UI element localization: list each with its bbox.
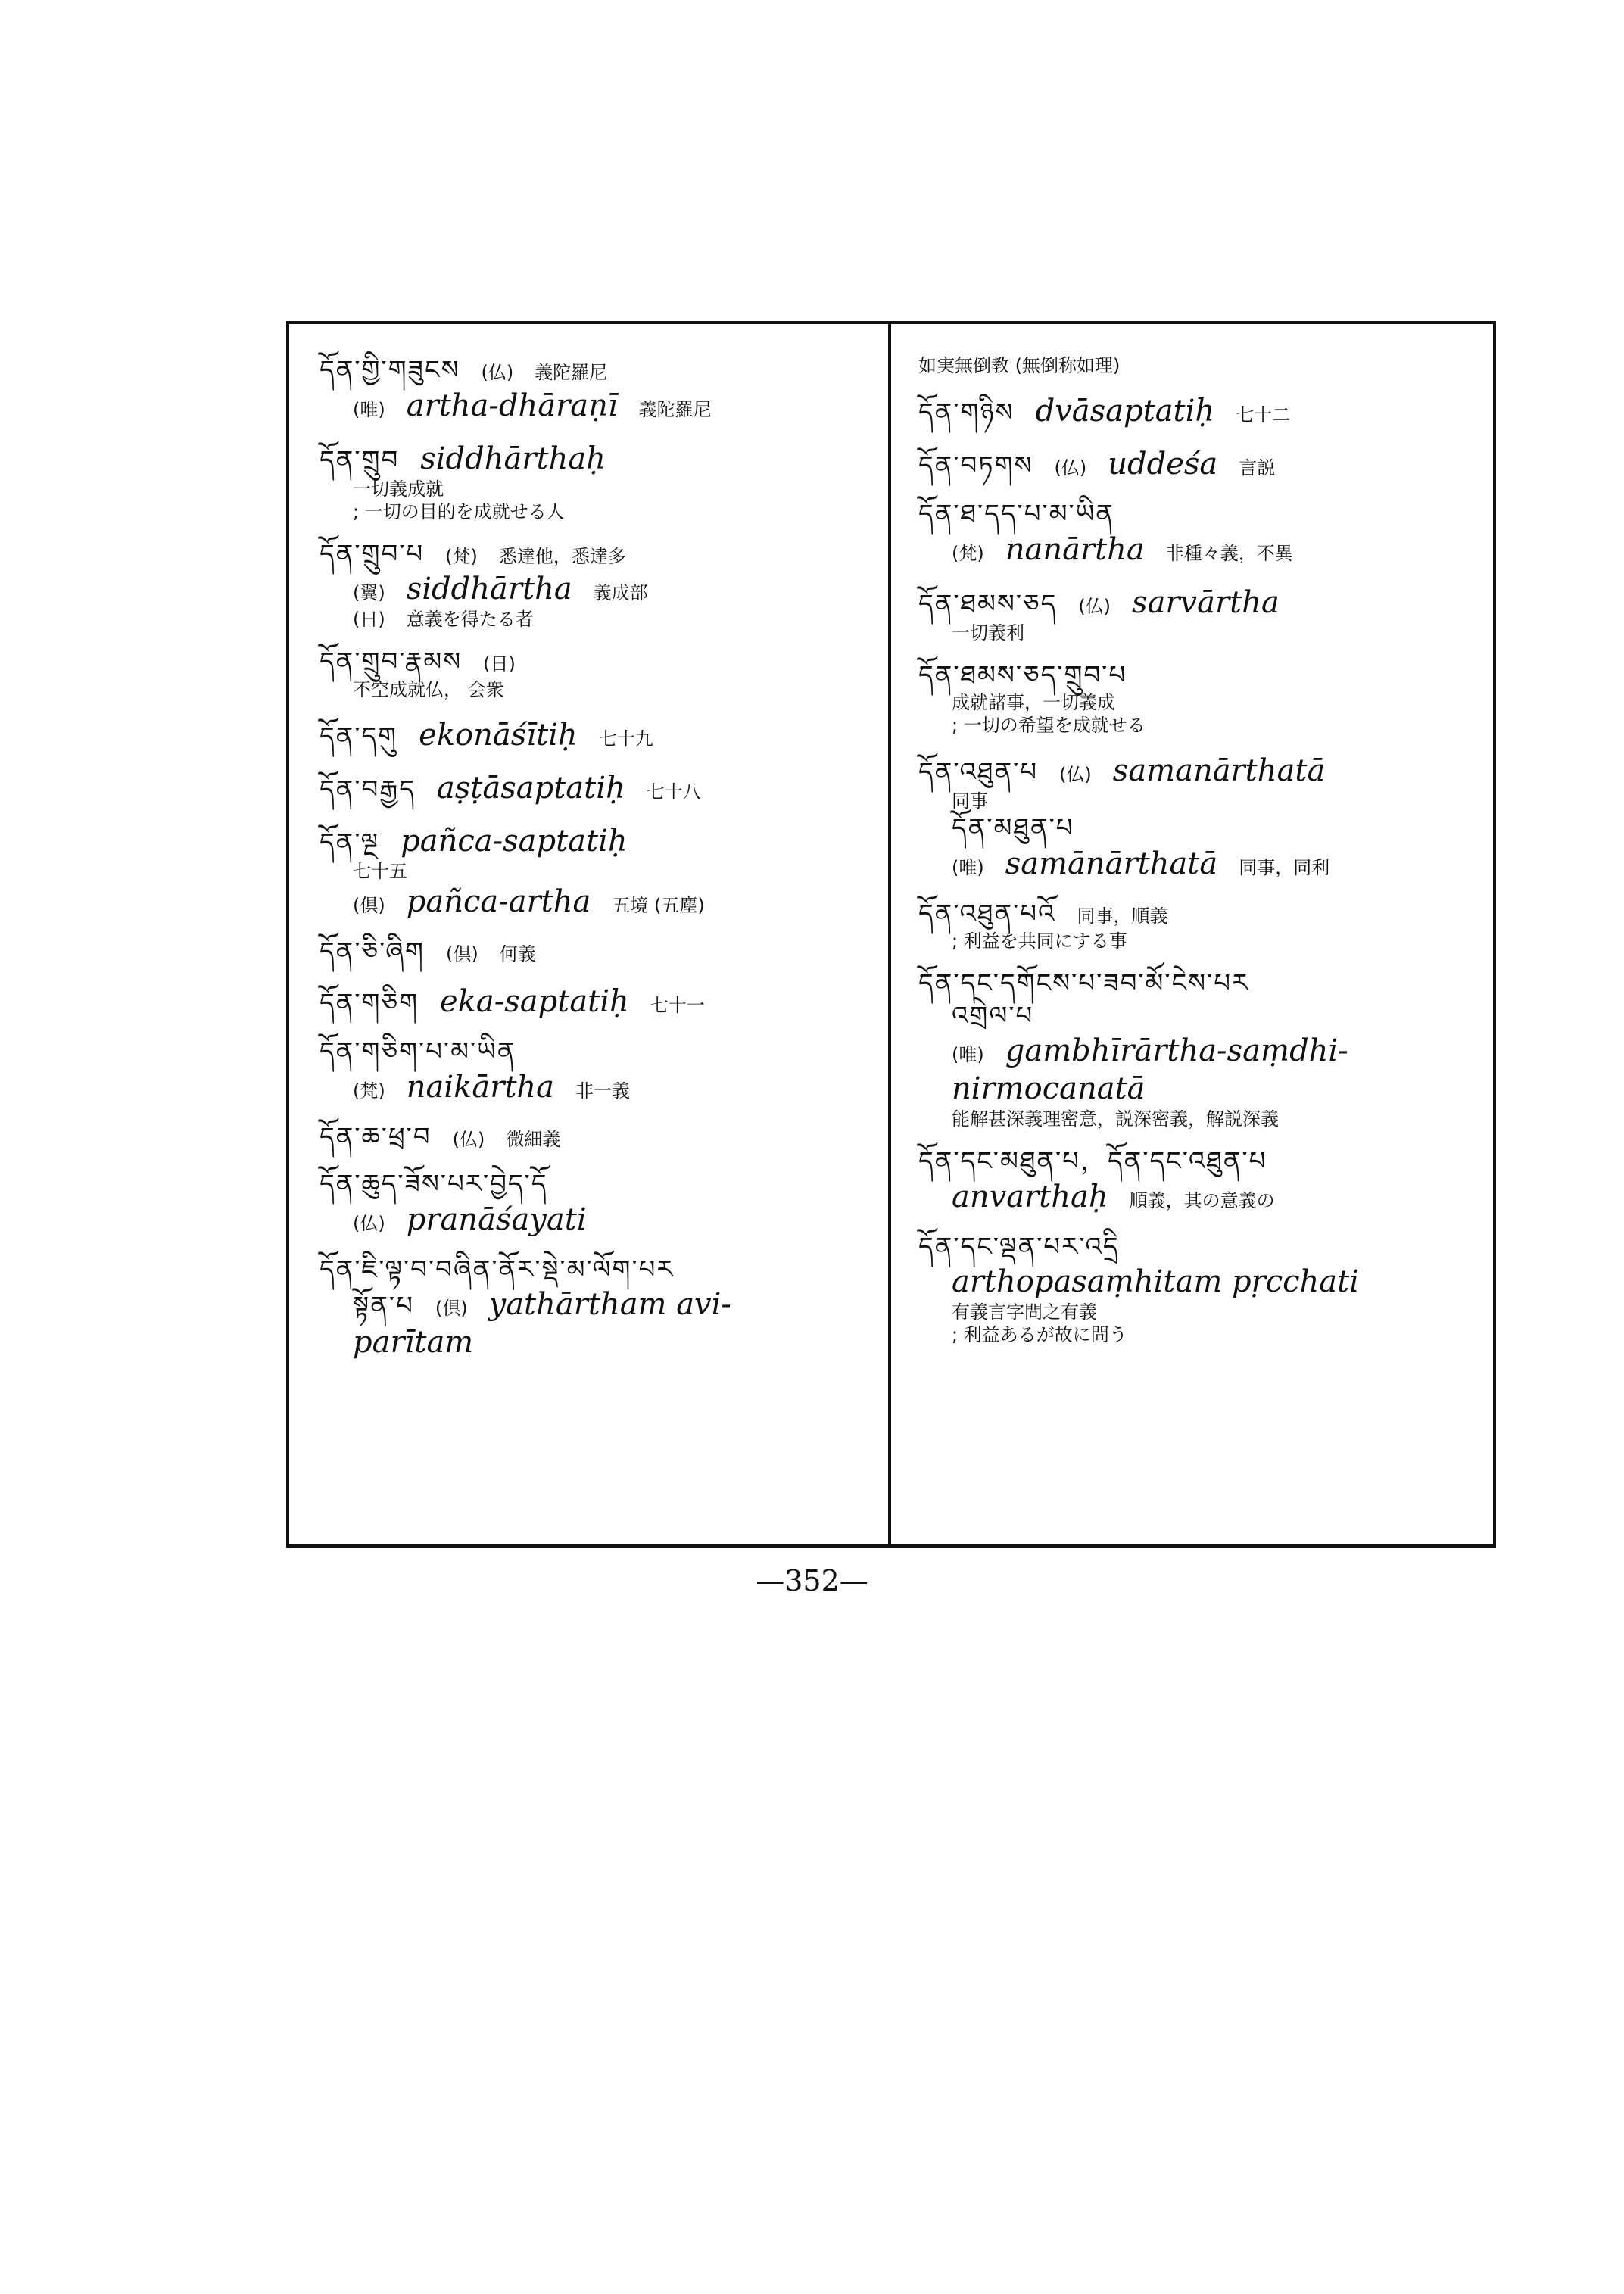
- entry-line: [918, 1178, 1478, 1216]
- dictionary-entry: [320, 538, 873, 631]
- gloss-text: 悉達他，悉達多: [498, 545, 626, 567]
- gloss-text: 義成部: [593, 582, 648, 603]
- gloss-text: 能解甚深義理密意，説深密義，解説深義: [952, 1108, 1279, 1130]
- entry-line: [918, 1263, 1478, 1301]
- entry-line: [320, 860, 873, 883]
- tibetan-headword: དོན་ཆ་ཕྲ་བ: [320, 1121, 432, 1152]
- entry-line: [320, 354, 873, 387]
- entry-line: [320, 440, 873, 478]
- gloss-text: ; 利益を共同にする事: [952, 930, 1127, 952]
- entry-line: [320, 1036, 873, 1068]
- right-column: [891, 324, 1493, 1544]
- entry-line: [918, 898, 1478, 930]
- sanskrit-romanization: pañca-artha: [406, 884, 591, 919]
- sanskrit-romanization: sarvārtha: [1132, 584, 1280, 620]
- tibetan-headword: དོན་གྲུབ་རྣམས: [320, 647, 463, 677]
- dictionary-entry: [918, 354, 1478, 377]
- dictionary-entry: [320, 354, 873, 425]
- entry-line: [918, 752, 1478, 790]
- entry-line: [918, 1070, 1478, 1108]
- tibetan-headword: དོན་ཇི་ལྟ་བ་བཞིན་ནོར་སྡེ་མ་ལོག་པར: [320, 1254, 675, 1285]
- gloss-text: 五境 (五塵): [612, 894, 705, 916]
- sanskrit-romanization: artha-dhāraṇī: [406, 388, 618, 423]
- entry-line: [918, 622, 1478, 644]
- source-tag: (唯): [952, 856, 984, 878]
- source-tag: (倶): [445, 943, 478, 965]
- entry-line: [918, 691, 1478, 714]
- sanskrit-romanization: arthopasaṃhitam pṛcchati: [952, 1264, 1359, 1299]
- dictionary-entry: [320, 983, 873, 1021]
- source-tag: (唯): [952, 1044, 984, 1065]
- dictionary-entry: [320, 646, 873, 701]
- entry-line: [918, 790, 1478, 812]
- sanskrit-romanization: aṣṭāsaptatiḥ: [436, 770, 625, 806]
- entry-line: [918, 659, 1478, 692]
- source-tag: (仏): [353, 1212, 385, 1234]
- tibetan-headword: འགྲེལ་པ: [952, 1000, 1034, 1031]
- entry-line: [918, 845, 1478, 883]
- entry-line: [918, 1032, 1478, 1070]
- gloss-text: 成就諸事，一切義成: [952, 692, 1115, 713]
- tibetan-headword: དོན་འཐུན་པའོ: [918, 898, 1056, 929]
- left-column: [289, 324, 891, 1544]
- source-tag: (倶): [353, 894, 385, 916]
- entry-line: [320, 500, 873, 523]
- gloss-text: 有義言字問之有義: [952, 1301, 1097, 1323]
- sanskrit-romanization: ekonāśītiḥ: [419, 717, 578, 753]
- tibetan-headword: དོན་མཐུན་པ: [952, 813, 1074, 843]
- tibetan-headword: དོན་ཐམས་ཅད: [918, 588, 1058, 619]
- entry-line: [918, 1000, 1478, 1033]
- dictionary-entry: [320, 1121, 873, 1154]
- gloss-text: ; 利益あるが故に問う: [952, 1324, 1127, 1345]
- gloss-text: 義陀羅尼: [535, 362, 608, 383]
- sanskrit-romanization: pañca-saptatiḥ: [401, 823, 628, 859]
- gloss-text: 同事: [952, 790, 988, 812]
- tibetan-headword: དོན་འཐུན་པ: [918, 757, 1039, 787]
- entry-line: [918, 498, 1478, 531]
- entry-line: [320, 1254, 873, 1286]
- sanskrit-romanization: anvarthaḥ: [952, 1179, 1108, 1214]
- entry-line: [320, 1121, 873, 1154]
- dictionary-entry: [918, 498, 1478, 569]
- sanskrit-romanization: pranāśayati: [406, 1202, 587, 1237]
- gloss-text: ; 一切の目的を成就せる人: [353, 500, 565, 522]
- dictionary-entry: [320, 822, 873, 921]
- source-tag: (梵): [952, 542, 984, 564]
- source-tag: (仏): [452, 1128, 485, 1150]
- sanskrit-romanization: nirmocanatā: [952, 1071, 1146, 1106]
- source-tag: (仏): [1059, 764, 1092, 785]
- dictionary-entry: [918, 1231, 1478, 1347]
- tibetan-headword: དོན་གྲུབ: [320, 444, 400, 475]
- tibetan-headword: དོན་གཉིས: [918, 397, 1015, 428]
- entry-line: [320, 822, 873, 860]
- gloss-text: 義陀羅尼: [638, 398, 712, 420]
- source-tag: (梵): [445, 545, 478, 567]
- dictionary-entry: [918, 392, 1478, 430]
- entry-line: [918, 354, 1478, 377]
- entry-line: [918, 714, 1478, 737]
- sanskrit-romanization: naikārtha: [406, 1069, 555, 1105]
- source-tag: (仏): [481, 362, 514, 383]
- entry-line: [918, 392, 1478, 430]
- gloss-text: 何義: [499, 943, 536, 965]
- tibetan-headword: སྟོན་པ: [353, 1291, 414, 1321]
- dictionary-entry: [918, 752, 1478, 883]
- entry-line: [320, 716, 873, 754]
- entry-line: [320, 883, 873, 921]
- entry-line: [320, 936, 873, 968]
- source-tag: (仏): [1078, 595, 1111, 617]
- gloss-text: 順義，其の意義の: [1129, 1189, 1275, 1211]
- sanskrit-romanization: gambhīrārtha-saṃdhi-: [1005, 1033, 1348, 1068]
- entry-line: [320, 608, 873, 631]
- source-tag: (日): [483, 653, 516, 675]
- source-tag: (仏): [1054, 457, 1087, 478]
- tibetan-headword: དོན་གཅིག: [320, 988, 419, 1018]
- gloss-text: 一切義利: [952, 622, 1024, 644]
- tibetan-headword: དོན་གྲུབ་པ: [320, 538, 425, 569]
- sanskrit-romanization: siddhārtha: [406, 572, 572, 606]
- source-tag: (翼): [353, 582, 385, 603]
- entry-line: [918, 930, 1478, 952]
- dictionary-entry: [918, 968, 1478, 1130]
- entry-line: [918, 812, 1478, 845]
- dictionary-entry: [320, 1254, 873, 1362]
- sanskrit-romanization: parītam: [353, 1325, 474, 1360]
- dictionary-entry: [320, 1036, 873, 1106]
- sanskrit-romanization: yathārtham avi-: [488, 1287, 731, 1322]
- gloss-text: 七十二: [1236, 404, 1291, 425]
- entry-line: [320, 678, 873, 701]
- gloss-text: 言説: [1239, 457, 1276, 478]
- dictionary-entry: [320, 1168, 873, 1239]
- dictionary-entry: [918, 898, 1478, 953]
- gloss-text: 同事，順義: [1077, 905, 1168, 927]
- entry-line: [320, 387, 873, 425]
- gloss-text: ; 一切の希望を成就せる: [952, 715, 1146, 736]
- entry-line: [918, 1323, 1478, 1346]
- entry-line: [320, 478, 873, 500]
- sanskrit-romanization: samanārthatā: [1112, 753, 1326, 788]
- dictionary-entry: [918, 445, 1478, 483]
- gloss-text: 如実無倒教 (無倒称如理): [918, 355, 1121, 376]
- entry-line: [918, 1301, 1478, 1323]
- entry-line: [918, 531, 1478, 569]
- dictionary-entry: [320, 769, 873, 807]
- dictionary-entry: [918, 584, 1478, 644]
- entry-line: [320, 1068, 873, 1106]
- sanskrit-romanization: dvāsaptatiḥ: [1035, 394, 1215, 429]
- entry-line: [918, 445, 1478, 483]
- entry-line: [320, 646, 873, 678]
- tibetan-headword: དོན་བཏགས: [918, 450, 1033, 481]
- dictionary-entry: [918, 659, 1478, 737]
- entry-line: [320, 983, 873, 1021]
- tibetan-headword: དོན་གྱི་གཟུངས: [320, 355, 460, 385]
- entry-line: [320, 1168, 873, 1201]
- tibetan-headword: དོན་ཅི་ཞིག: [320, 936, 425, 967]
- entry-line: [320, 1201, 873, 1239]
- tibetan-headword: དོན་ལྔ: [320, 827, 380, 858]
- gloss-text: 七十五: [353, 860, 407, 882]
- gloss-text: 七十九: [598, 728, 653, 750]
- source-tag: (梵): [353, 1080, 385, 1102]
- tibetan-headword: དོན་ཐ་དད་པ་མ་ཡིན: [918, 499, 1114, 529]
- gloss-text: 七十八: [646, 781, 701, 803]
- entry-line: [918, 584, 1478, 622]
- gloss-text: 一切義成就: [353, 478, 444, 500]
- source-tag: (日): [353, 609, 385, 630]
- gloss-text: 非種々義，不異: [1165, 542, 1293, 564]
- tibetan-headword: དོན་དགུ: [320, 721, 398, 752]
- gloss-text: 不空成就仏， 会衆: [353, 678, 504, 700]
- gloss-text: 非一義: [575, 1080, 631, 1102]
- entry-line: [320, 1323, 873, 1361]
- gloss-text: 同事，同利: [1239, 856, 1330, 878]
- entry-line: [320, 1286, 873, 1323]
- tibetan-headword: དོན་ཆུད་ཟོས་པར་བྱེད་དོ: [320, 1169, 548, 1199]
- entry-line: [320, 538, 873, 571]
- gloss-text: 七十一: [650, 995, 705, 1016]
- tibetan-headword: དོན་དང་མཐུན་པ，དོན་དང་འཐུན་པ: [918, 1146, 1267, 1177]
- sanskrit-romanization: eka-saptatiḥ: [440, 984, 629, 1019]
- entry-line: [918, 1145, 1478, 1178]
- sanskrit-romanization: siddhārthaḥ: [420, 441, 606, 476]
- tibetan-headword: དོན་བརྒྱད: [320, 774, 416, 805]
- entry-line: [320, 769, 873, 807]
- entry-line: [320, 570, 873, 608]
- page-number: —352—: [756, 1564, 868, 1597]
- entry-line: [918, 968, 1478, 1000]
- dictionary-entry: [320, 716, 873, 754]
- dictionary-entry: [320, 936, 873, 968]
- dictionary-entry: [320, 440, 873, 523]
- entry-line: [918, 1231, 1478, 1264]
- sanskrit-romanization: samānārthatā: [1005, 846, 1218, 881]
- sanskrit-romanization: uddeśa: [1108, 447, 1218, 482]
- sanskrit-romanization: nanārtha: [1005, 531, 1145, 567]
- tibetan-headword: དོན་དང་ལྡན་པར་འདྲི: [918, 1231, 1120, 1262]
- source-tag: (倶): [435, 1298, 468, 1319]
- dictionary-entry: [918, 1145, 1478, 1216]
- tibetan-headword: དོན་གཅིག་པ་མ་ཡིན: [320, 1036, 516, 1067]
- gloss-text: 微細義: [506, 1128, 561, 1150]
- dictionary-frame: [286, 321, 1496, 1548]
- tibetan-headword: དོན་ཐམས་ཅད་གྲུབ་པ: [918, 659, 1127, 690]
- tibetan-headword: དོན་དང་དགོངས་པ་ཟབ་མོ་ངེས་པར: [918, 968, 1250, 999]
- gloss-text: 意義を得たる者: [406, 609, 534, 630]
- source-tag: (唯): [353, 398, 385, 420]
- entry-line: [918, 1108, 1478, 1130]
